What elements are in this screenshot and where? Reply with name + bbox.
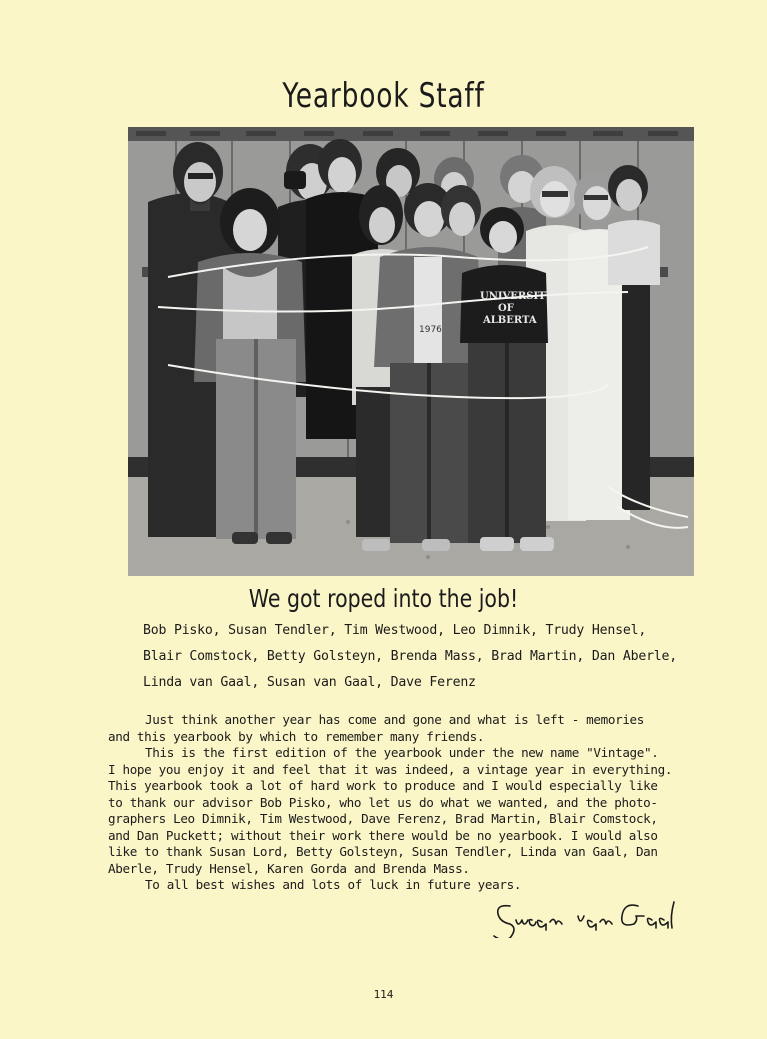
editor-letter (108, 712, 728, 894)
letter-line: and this yearbook by which to remember many friends. (108, 728, 485, 744)
photo-caption: We got roped into the job! (248, 584, 519, 613)
letter-line: like to thank Susan Lord, Betty Golsteyn, Susan Tendler, Linda van Gaal, Dan (108, 844, 658, 859)
letter-line: to thank our advisor Bob Pisko, who let us do what we wanted, and the photo- (108, 794, 658, 810)
letter-line: This is the first edition of the yearbook under the new name "Vintage". (145, 745, 659, 760)
letter-line: Just think another year has come and gone and what is left - memories (145, 712, 645, 727)
handwritten-signature (490, 898, 680, 938)
staff-names-line: Blair Comstock, Betty Golsteyn, Brenda Mass, Brad Martin, Dan Aberle, (143, 649, 678, 664)
letter-line: and Dan Puckett; without their work there would be no yearbook. I would also (108, 827, 658, 843)
letter-line: This yearbook took a lot of hard work to produce and I would especially like (108, 778, 658, 793)
page-title: Yearbook Staff (282, 76, 485, 116)
staff-names (143, 618, 743, 696)
staff-names-line: Linda van Gaal, Susan van Gaal, Dave Ferenz (143, 675, 476, 690)
page-number: 114 (373, 988, 394, 1001)
staff-names-line: Bob Pisko, Susan Tendler, Tim Westwood, Leo Dimnik, Trudy Hensel, (143, 623, 647, 638)
letter-line: I hope you enjoy it and feel that it was indeed, a vintage year in everything. (108, 761, 673, 777)
shirt-of-text: OF (498, 303, 514, 314)
shirt-university-text: UNIVERSITY (480, 291, 553, 302)
letter-line: Aberle, Trudy Hensel, Karen Gorda and Brenda Mass. (108, 860, 470, 876)
letter-line: graphers Leo Dimnik, Tim Westwood, Dave Ferenz, Brad Martin, Blair Comstock, (108, 811, 658, 826)
shirt-alberta-text: ALBERTA (483, 315, 537, 326)
letter-line: To all best wishes and lots of luck in future years. (145, 877, 522, 892)
group-photo (128, 127, 694, 576)
shirt-year-text: 1976 (419, 325, 442, 335)
